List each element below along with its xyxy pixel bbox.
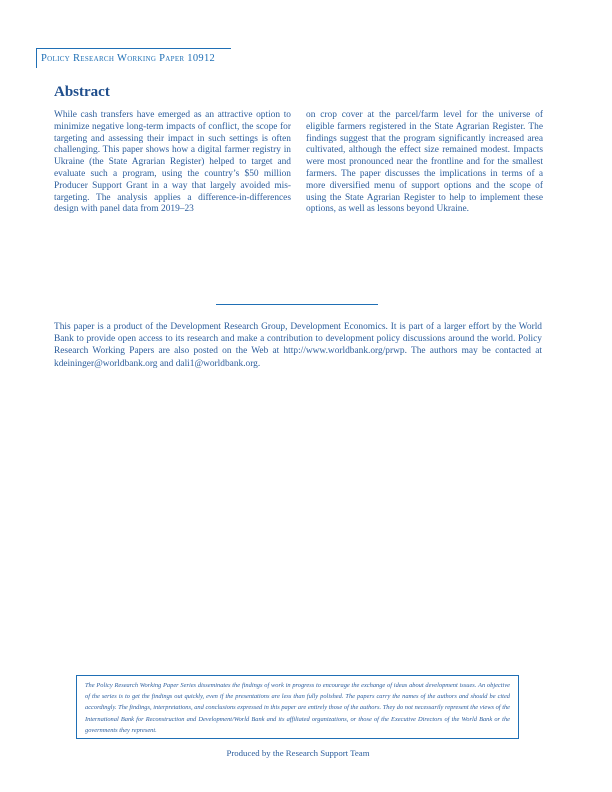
- section-divider: [216, 304, 378, 305]
- abstract-column-left: While cash transfers have emerged as an attractive option to minimize negative long-term impacts of conflict, the scope for targeting and assessing their impact in such settings is often challenging. This paper shows how a digital farmer registry in Ukraine (the State Agrarian Register) helped to target and evaluate such a program, using the country’s $50 million Producer Support Grant in a way that largely avoided mis-targeting. The analysis applies a difference-in-differences design with panel data from 2019–23: [54, 110, 291, 215]
- series-title: Policy Research Working Paper 10912: [36, 48, 231, 68]
- abstract-heading: Abstract: [54, 84, 110, 100]
- produced-by-footer: Produced by the Research Support Team: [226, 748, 370, 758]
- abstract-column-right: on crop cover at the parcel/farm level for the universe of eligible farmers registered in the State Agrarian Register. The findings suggest that the program significantly increased area cultivated, although the effect size remained modest. Impacts were most pronounced near the frontline and for the smallest farmers. The paper discusses the implications in terms of a more diversified menu of support options and the scope of using the State Agrarian Register to help to implement these options, as well as lessons beyond Ukraine.: [306, 110, 543, 215]
- disclaimer-box: [76, 675, 519, 739]
- author-note: This paper is a product of the Development Research Group, Development Economics. It is part of a larger effort by the World Bank to provide open access to its research and make a contribution to development policy discussions around the world. Policy Research Working Papers are also posted on the Web at http://www.worldbank.org/prwp. The authors may be contacted at kdeininger@worldbank.org and dali1@worldbank.org.: [54, 322, 542, 369]
- disclaimer-text: The Policy Research Working Paper Series disseminates the findings of work in progress to encourage the exchange of ideas about development issues. An objective of the series is to get the findings out quickly, even if the presentations are less than fully polished. The papers carry the names of the authors and should be cited accordingly. The findings, interpretations, and conclusions expressed in this paper are entirely those of the authors. They do not necessarily represent the views of the International Bank for Reconstruction and Development/World Bank and its affiliated organizations, or those of the Executive Directors of the World Bank or the governments they represent.: [85, 682, 510, 734]
